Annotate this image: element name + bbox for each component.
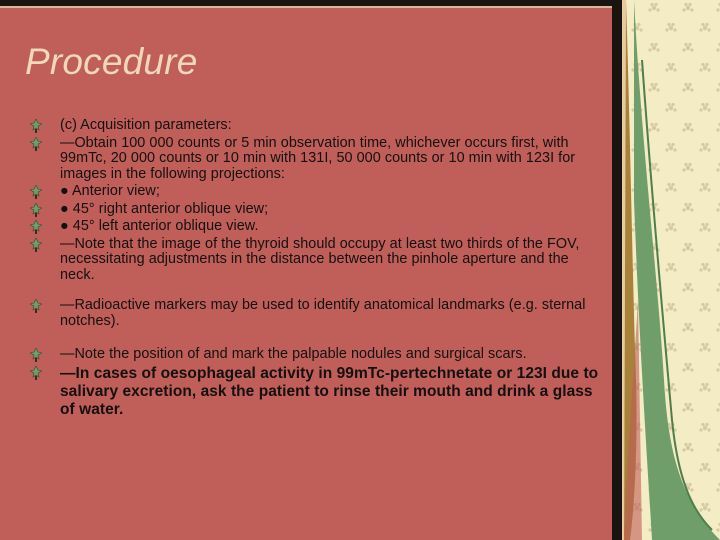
- bullet-text: ● 45° left anterior oblique view.: [60, 218, 259, 234]
- bullet-text: —In cases of oesophageal activity in 99mTc-pertechnetate or 123I due to salivary excretion, ask the patient to rinse their mouth and drink a glass of water.: [60, 364, 599, 418]
- bullet-thyroid-fov: [30, 237, 600, 284]
- bullet-list: [30, 118, 600, 419]
- bullet-text: —Note that the image of the thyroid should occupy at least two thirds of the FOV, necessitating adjustments in the distance between the pinhole aperture and the neck.: [60, 235, 580, 283]
- bullet-marker-icon: [30, 185, 42, 199]
- slide-title: Procedure: [25, 41, 198, 82]
- bullet-left-oblique: [30, 219, 600, 235]
- bullet-text: —Note the position of and mark the palpable nodules and surgical scars.: [60, 346, 527, 362]
- bullet-palpable-nodules: [30, 347, 600, 363]
- bullet-marker-icon: [30, 119, 42, 133]
- bullet-marker-icon: [30, 203, 42, 217]
- bullet-text: —Obtain 100 000 counts or 5 min observation time, whichever occurs first, with 99mTc, 20 000 counts or 10 min with 131I, 50 000 counts or 10 min with 123I for images in the following projections:: [60, 134, 576, 182]
- bullet-marker-icon: [30, 220, 42, 234]
- bullet-marker-icon: [30, 238, 42, 252]
- top-border-line: [0, 6, 620, 8]
- bullet-acquisition-parameters: [30, 118, 600, 134]
- bullet-anterior-view: [30, 184, 600, 200]
- decorative-side-panel: [612, 0, 720, 540]
- bullet-text: ● 45° right anterior oblique view;: [60, 200, 269, 217]
- bullet-radioactive-markers: [30, 298, 600, 329]
- bullet-text: ● Anterior view;: [60, 183, 160, 199]
- bullet-marker-icon: [30, 366, 42, 380]
- bullet-obtain-counts: [30, 136, 600, 183]
- bullet-marker-icon: [30, 348, 42, 362]
- bullet-text: —Radioactive markers may be used to identify anatomical landmarks (e.g. sternal notches).: [60, 297, 586, 329]
- bullet-marker-icon: [30, 299, 42, 313]
- bullet-text: (c) Acquisition parameters:: [60, 117, 232, 133]
- bullet-right-oblique: [30, 202, 600, 218]
- bullet-marker-icon: [30, 137, 42, 151]
- bullet-oesophageal-activity: [30, 365, 600, 419]
